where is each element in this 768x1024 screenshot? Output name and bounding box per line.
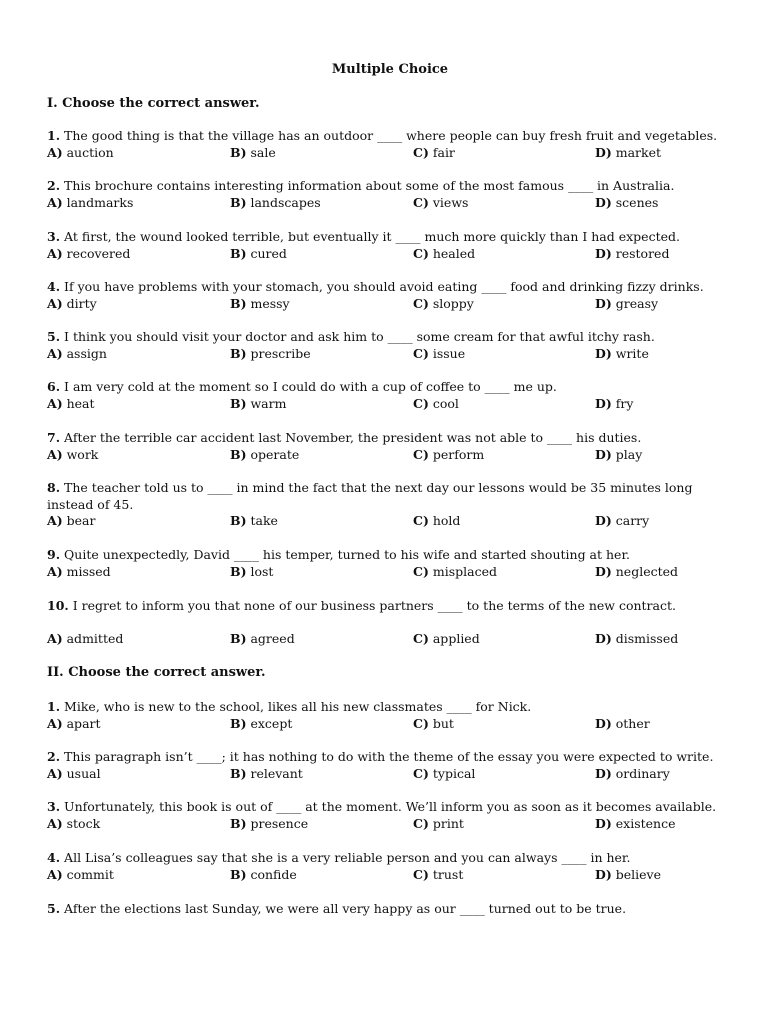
answer-options: [47, 867, 727, 884]
option-a[interactable]: A) missed: [47, 563, 111, 579]
answer-options: [47, 766, 727, 783]
option-b[interactable]: B) except: [230, 715, 293, 731]
question-text: At first, the wound looked terrible, but eventually it ____ much more quickly than I had expected.: [64, 229, 680, 244]
option-c[interactable]: C) but: [413, 715, 454, 731]
question-text: I regret to inform you that none of our business partners ____ to the terms of the new contract.: [72, 598, 676, 613]
question-text: If you have problems with your stomach, you should avoid eating ____ food and drinking fizzy drinks.: [64, 279, 704, 294]
option-a[interactable]: A) stock: [47, 815, 101, 831]
question-1-6: [47, 379, 727, 413]
question-number: 7.: [47, 430, 61, 445]
option-a[interactable]: A) admitted: [47, 630, 124, 646]
answer-options: [47, 564, 727, 581]
option-b[interactable]: B) take: [230, 513, 278, 528]
question-1-3: [47, 229, 727, 263]
question-number: 4.: [47, 850, 61, 865]
option-d[interactable]: D) write: [595, 345, 649, 361]
option-a[interactable]: A) work: [47, 446, 99, 462]
answer-options: [47, 631, 727, 648]
question-text: I think you should visit your doctor and ask him to ____ some cream for that awful itchy rash.: [64, 329, 655, 344]
option-c[interactable]: C) misplaced: [413, 563, 497, 579]
question-1-5: [47, 329, 727, 363]
question-text: Unfortunately, this book is out of ____ at the moment. We’ll inform you as soon as it becomes available.: [64, 799, 717, 814]
question-1-8: [47, 480, 727, 530]
question-text: This paragraph isn’t ____; it has nothing to do with the theme of the essay you were expected to write.: [64, 749, 714, 764]
question-2-1: [47, 699, 727, 733]
option-c[interactable]: C) hold: [413, 513, 461, 528]
option-b[interactable]: B) lost: [230, 563, 274, 579]
question-text: The teacher told us to ____ in mind the fact that the next day our lessons would be 35 minutes long instead of 45.: [47, 480, 693, 512]
option-b[interactable]: B) confide: [230, 866, 297, 882]
option-b[interactable]: B) agreed: [230, 630, 295, 646]
option-d[interactable]: D) greasy: [595, 295, 659, 311]
option-c[interactable]: C) typical: [413, 765, 476, 781]
option-b[interactable]: B) landscapes: [230, 194, 321, 210]
option-c[interactable]: C) trust: [413, 866, 464, 882]
answer-options: [47, 296, 727, 313]
question-number: 6.: [47, 379, 61, 394]
option-c[interactable]: C) print: [413, 815, 464, 831]
answer-options: [47, 513, 727, 530]
option-b[interactable]: B) presence: [230, 815, 309, 831]
question-1-9: [47, 547, 727, 581]
question-text: After the elections last Sunday, we were all very happy as our ____ turned out to be true.: [64, 901, 627, 916]
question-1-4: [47, 279, 727, 313]
question-2-5: [47, 901, 727, 918]
question-1-7: [47, 430, 727, 464]
option-a[interactable]: A) recovered: [47, 245, 131, 261]
option-b[interactable]: B) relevant: [230, 765, 303, 781]
option-d[interactable]: D) restored: [595, 245, 670, 261]
question-number: 9.: [47, 547, 61, 562]
option-a[interactable]: A) dirty: [47, 295, 97, 311]
question-text: This brochure contains interesting information about some of the most famous ____ in Australia.: [64, 178, 675, 193]
option-d[interactable]: D) carry: [595, 513, 650, 528]
question-1-10: [47, 598, 727, 648]
option-a[interactable]: A) bear: [47, 513, 96, 528]
question-text: After the terrible car accident last November, the president was not able to ____ his duties.: [64, 430, 642, 445]
question-text: Mike, who is new to the school, likes all his new classmates ____ for Nick.: [64, 699, 532, 714]
question-number: 10.: [47, 598, 69, 613]
option-d[interactable]: D) play: [595, 446, 643, 462]
answer-options: [47, 816, 727, 833]
question-number: 2.: [47, 749, 61, 764]
option-c[interactable]: C) cool: [413, 395, 459, 411]
question-number: 1.: [47, 128, 61, 143]
option-a[interactable]: A) landmarks: [47, 194, 134, 210]
answer-options: [47, 716, 727, 733]
option-c[interactable]: C) fair: [413, 144, 455, 160]
option-d[interactable]: D) neglected: [595, 563, 679, 579]
option-d[interactable]: D) existence: [595, 815, 676, 831]
option-d[interactable]: D) fry: [595, 395, 634, 411]
option-b[interactable]: B) messy: [230, 295, 290, 311]
question-text: Quite unexpectedly, David ____ his temper, turned to his wife and started shouting at her.: [64, 547, 631, 562]
question-2-4: [47, 850, 727, 884]
question-1-2: [47, 178, 727, 212]
question-text: I am very cold at the moment so I could do with a cup of coffee to ____ me up.: [64, 379, 557, 394]
question-number: 4.: [47, 279, 61, 294]
option-d[interactable]: D) dismissed: [595, 630, 679, 646]
question-1-1: [47, 128, 727, 162]
option-c[interactable]: C) sloppy: [413, 295, 474, 311]
answer-options: [47, 145, 727, 162]
option-b[interactable]: B) operate: [230, 446, 300, 462]
question-text: All Lisa’s colleagues say that she is a very reliable person and you can always ____ in her.: [64, 850, 631, 865]
option-a[interactable]: A) apart: [47, 715, 101, 731]
option-a[interactable]: A) assign: [47, 345, 107, 361]
question-number: 1.: [47, 699, 61, 714]
option-a[interactable]: A) heat: [47, 395, 95, 411]
section-2-heading: II. Choose the correct answer.: [47, 665, 266, 680]
option-b[interactable]: B) prescribe: [230, 345, 311, 361]
question-2-2: [47, 749, 727, 783]
option-b[interactable]: B) warm: [230, 395, 287, 411]
option-d[interactable]: D) market: [595, 144, 662, 160]
option-d[interactable]: D) believe: [595, 866, 662, 882]
question-number: 5.: [47, 329, 61, 344]
option-c[interactable]: C) issue: [413, 345, 466, 361]
answer-options: [47, 195, 727, 212]
option-c[interactable]: C) perform: [413, 446, 485, 462]
option-d[interactable]: D) scenes: [595, 194, 659, 210]
option-d[interactable]: D) other: [595, 715, 650, 731]
question-number: 5.: [47, 901, 61, 916]
option-d[interactable]: D) ordinary: [595, 765, 670, 781]
question-number: 2.: [47, 178, 61, 193]
option-b[interactable]: B) sale: [230, 144, 276, 160]
option-b[interactable]: B) cured: [230, 245, 287, 261]
option-a[interactable]: A) commit: [47, 866, 114, 882]
question-number: 8.: [47, 480, 61, 495]
option-a[interactable]: A) auction: [47, 144, 114, 160]
answer-options: [47, 346, 727, 363]
question-number: 3.: [47, 799, 61, 814]
answer-options: [47, 246, 727, 263]
question-2-3: [47, 799, 727, 833]
option-c[interactable]: C) applied: [413, 630, 480, 646]
section-1-heading: I. Choose the correct answer.: [47, 96, 260, 111]
answer-options: [47, 447, 727, 464]
document-title: Multiple Choice: [331, 62, 449, 77]
question-number: 3.: [47, 229, 61, 244]
question-text: The good thing is that the village has an outdoor ____ where people can buy fresh fruit and vegetables.: [64, 128, 718, 143]
option-a[interactable]: A) usual: [47, 765, 101, 781]
answer-options: [47, 396, 727, 413]
option-c[interactable]: C) views: [413, 194, 469, 210]
option-c[interactable]: C) healed: [413, 245, 476, 261]
